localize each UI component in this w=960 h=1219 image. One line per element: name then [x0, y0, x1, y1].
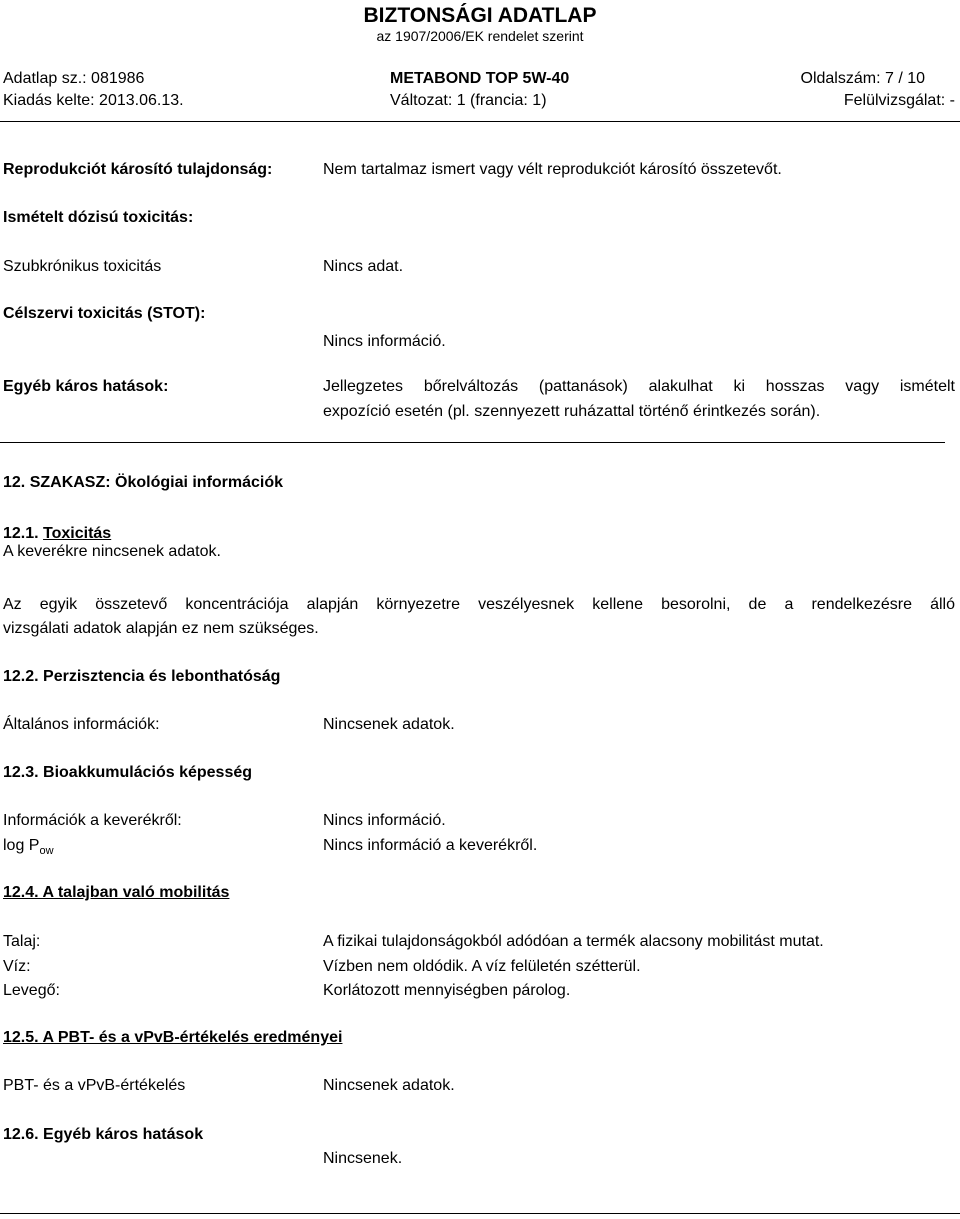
footer-divider: [0, 1213, 960, 1214]
subsection-12-2-title: 12.2. Perzisztencia és lebonthatóság: [3, 668, 281, 685]
water-label: Víz:: [3, 958, 31, 975]
issue-date: Kiadás kelte: 2013.06.13.: [3, 92, 184, 109]
mixture-info-value: Nincs információ.: [323, 812, 446, 829]
log-pow-subscript: ow: [39, 845, 54, 857]
subsection-12-4-title: 12.4. A talajban való mobilitás: [3, 884, 230, 901]
other-adverse-effects-label: Egyéb káros hatások:: [3, 378, 169, 395]
other-adverse-effects-line2: expozíció esetén (pl. szennyezett ruházattal történő érintkezés során).: [323, 403, 821, 420]
other-adverse-effects-line1: Jellegzetes bőrelváltozás (pattanások) alakulhat ki hosszas vagy ismételt: [323, 378, 955, 395]
revision-info: Felülvizsgálat: -: [843, 92, 955, 109]
log-pow-value: Nincs információ a keverékről.: [323, 837, 538, 854]
subchronic-toxicity-value: Nincs adat.: [323, 258, 404, 275]
repeated-dose-toxicity-heading: Ismételt dózisú toxicitás:: [3, 209, 194, 226]
other-effects-value: Nincsenek.: [323, 1150, 403, 1167]
reproductive-toxicity-label: Reprodukciót károsító tulajdonság:: [3, 161, 273, 178]
toxicity-paragraph-line2: vizsgálati adatok alapján ez nem szükséges.: [3, 620, 319, 637]
page-number: Oldalszám: 7 / 10: [800, 70, 925, 87]
reproductive-toxicity-value: Nem tartalmaz ismert vagy vélt reprodukciót károsító összetevőt.: [323, 161, 782, 178]
document-title: BIZTONSÁGI ADATLAP: [363, 4, 597, 27]
subsection-12-1-title: Toxicitás: [43, 525, 112, 542]
stot-value: Nincs információ.: [323, 333, 446, 350]
soil-value: A fizikai tulajdonságokból adódóan a termék alacsony mobilitást mutat.: [323, 933, 824, 950]
product-name: METABOND TOP 5W-40: [390, 70, 570, 87]
section-12-title: 12. SZAKASZ: Ökológiai információk: [3, 474, 284, 491]
stot-label: Célszervi toxicitás (STOT):: [3, 305, 206, 322]
sheet-number: Adatlap sz.: 081986: [3, 70, 145, 87]
subsection-12-3-title: 12.3. Bioakkumulációs képesség: [3, 764, 253, 781]
section-divider: [0, 442, 945, 443]
persistence-value: Nincsenek adatok.: [323, 716, 455, 733]
water-value: Vízben nem oldódik. A víz felületén szétterül.: [323, 958, 641, 975]
pbt-value: Nincsenek adatok.: [323, 1077, 455, 1094]
soil-label: Talaj:: [3, 933, 41, 950]
subchronic-toxicity-label: Szubkrónikus toxicitás: [3, 258, 162, 275]
header-divider: [0, 121, 960, 122]
log-pow-label: [3, 838, 54, 857]
subsection-12-6-title: 12.6. Egyéb káros hatások: [3, 1126, 204, 1143]
toxicity-no-data: A keverékre nincsenek adatok.: [3, 543, 221, 560]
air-label: Levegő:: [3, 982, 60, 999]
mixture-info-label: Információk a keverékről:: [3, 812, 182, 829]
document-subtitle: az 1907/2006/EK rendelet szerint: [376, 28, 584, 44]
log-pow-main: log P: [3, 837, 40, 854]
air-value: Korlátozott mennyiségben párolog.: [323, 982, 571, 999]
subsection-12-5-title: 12.5. A PBT- és a vPvB-értékelés eredményei: [3, 1029, 343, 1046]
version-info: Változat: 1 (francia: 1): [390, 92, 547, 109]
subsection-12-1-heading: [3, 526, 111, 542]
subsection-12-1-number: 12.1.: [3, 525, 44, 542]
persistence-label: Általános információk:: [3, 716, 160, 733]
pbt-label: PBT- és a vPvB-értékelés: [3, 1077, 186, 1094]
toxicity-paragraph-line1: Az egyik összetevő koncentrációja alapján környezetre veszélyesnek kellene besorolni, de a rendelkezésre álló: [3, 596, 955, 613]
